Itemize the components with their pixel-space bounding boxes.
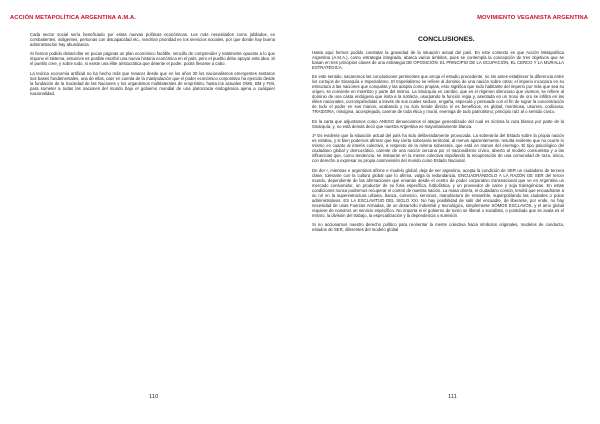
left-page-number: 110 [149,394,159,400]
paragraph: Si hemos podido desarrollar en pocas páginas un plan económico factible, sencillo de comprender y totalmente opuesto a lo que impone el sistema, entonces es posible escribir una nueva historia económica en el país, pero el pueblo debe apoyar esta idea. Si el pueblo cree, y sobre todo, si existe una élite aristocrática que detente el poder, podrá llevarse a cabo. [30,51,275,67]
left-page-header: ACCIÓN METAPOLÍTICA ARGENTINA A.M.A. [10,15,136,21]
left-page-body [30,32,275,100]
paragraph: Hasta aquí hemos podido constatar la gravedad de la situación actual del país. En este contexto es que Acción Metapolítica Argentina (A.M.A.), como estrategia integrada, abarca varios ámbitos, pues se contempla la concepción de tres objetivos que se basan en tres principios claves de una estrategia DE OPOSICIÓN: EL PRINCIPIO DE LA OCUPACIÓN, EL CERCO Y LA MURALLA ESTRATÉGICA. [312,50,564,70]
right-page [300,0,600,424]
section-title: CONCLUSIONES. [418,36,475,43]
paragraph: En este sentido, sacaremos las conclusiones pertinentes que arroja el estudio precedente, no sin antes establecer la diferencia entre los cortojos de Sinarquía e Imperialismo. El Imperialismo se refiere al dominio de una nación sobre otras; el imperio incorpora en su estructura a las naciones que conquista y las adopta como propias, esto significa que todo habitante del imperio por más que sea su origen, se convierte en miembro y parte del mismo. La Sinarquía en cambio, que es el régimen silencioso que vivimos, se refiere al dominio de una casta endógena que imita a la nobleza, usurpando la función regia y, asentada en un trono de oro se infiltra en las élites nacionales, corrompiéndolas a través de sus cuales seduce, engaña, especula y persuade con el fin de lograr la concentración de todo el poder en sus manos, acabando y no solo tiende directo sí es beneficios, es global, mentirosa, usurera, codiciosa, TRAIDORA, misógina, acomplejada, carente de toda ética y moral, enemiga de todo patriotismo; principio raíz al o sentido cívico. [312,74,564,115]
paragraph: 1º Es evidente que la situación actual del país ha sido deliberadamente provocada. La soberanía del Estado sobre la propia nación es relativa, y si bien podemos afirmar que hay cierta soberanía territorial, al menos aparentemente, resulta evidente que no ocurre lo mismo en cuanto al interés colectivo, a respecto de la misma soberanía, que está en manos del enemigo. El tipo psicológico del ciudadano global y democrático, carente de una noción cercana por el nacionalismo cívico, abierto al modelo consumista y a las influencias que, como tendencia, se instauran en la mente colectiva impidiendo la recuperación de una comunidad de raza, única, con derecho a expresar su propia cosmovisión del mundo como Estado Nacional. [312,133,564,164]
right-page-number: 111 [448,394,457,400]
paragraph: La teórica economía artificial no ha hecho más que renacer desde que en los años 30 los nacionalismos emergentes sentaron sus bases fundamentales, una de ellas, caer en cuenta de la manipulación que el poder económico corporativo ha ejercido desde la fundación de la Sociedad de las Naciones y los organismos multilaterales de empréstito, hasta los actuales OMS, BM y FMI, para someter a todas las naciones del mundo bajo el gobierno mundial de una plutocracia endogámica ajena a cualquier nacionalidad. [30,70,275,96]
paragraph: En la carta que adjuntamos como ANEXO denunciamos el ataque generalizado del cual es víctima la raza blanca por parte de la Sinarquía, y, no está demás decir que nuestra Argentina es mayoritariamente blanca. [312,118,564,129]
paragraph: Cada sector social sería beneficiado por estas nuevas políticas económicas. Los más necesitados como jubilados, ex combatientes, indigentes, personas con discapacidad etc., tendrían prioridad en los servicios sociales, por que donde hay buena administración hay abundancia. [30,32,275,47]
right-page-header: MOVIMIENTO VEGANISTA ARGENTINA [477,15,588,21]
right-page-body [312,50,564,236]
paragraph: Si no accionamos nuestro derecho político para reorientar la mente colectiva hacia símbolos originales, modelos de conducta, estados de SER, diferentes del modelo global [312,221,564,232]
paragraph: De der r, mientras e argentinos afirme e modelo global, deja de ser argentino, acepta la condición de SER un ciudadano de tercera clase, tolerante con la cultura global que lo afirma, valga la redundancia, ENCUADRÁNDOLO A LA RAZÓN DE SER del tercer mundo, dependiente de las afirmaciones que emanan desde el centro de poder corporativo transnacional que ve en Argentina un mercado consumidor, un productor de su furia específica, futbolística, y un proveedor de carne y soja transgénicas. En estas condiciones nunca podremos recuperar el control de nuestra nación. La masa obrera, el ciudadano común, tendrá que encuadrarse a su rol en la superestructura urbana, banca, comercio, servicios, manufactura de ensamble, superpoblando las ciudades o polos administrativos. ES LA ESCLAVITUD DEL SIGLO XXI. No hay posibilidad de salir del encuadre, de liberarse, por ende, no hay necesidad de unas Fuerzas Armadas, de un desarrollo industrial y tecnológico, simplemente SOMOS ESCLAVOS, y el amo global requiere de nosotros un servicio específico. No importa si el gobierno de turno se liberal o socialista, o postulado que se avala es el mismo, la división del trabajo, la especialización y la dependencia o sumisión. [312,167,564,218]
